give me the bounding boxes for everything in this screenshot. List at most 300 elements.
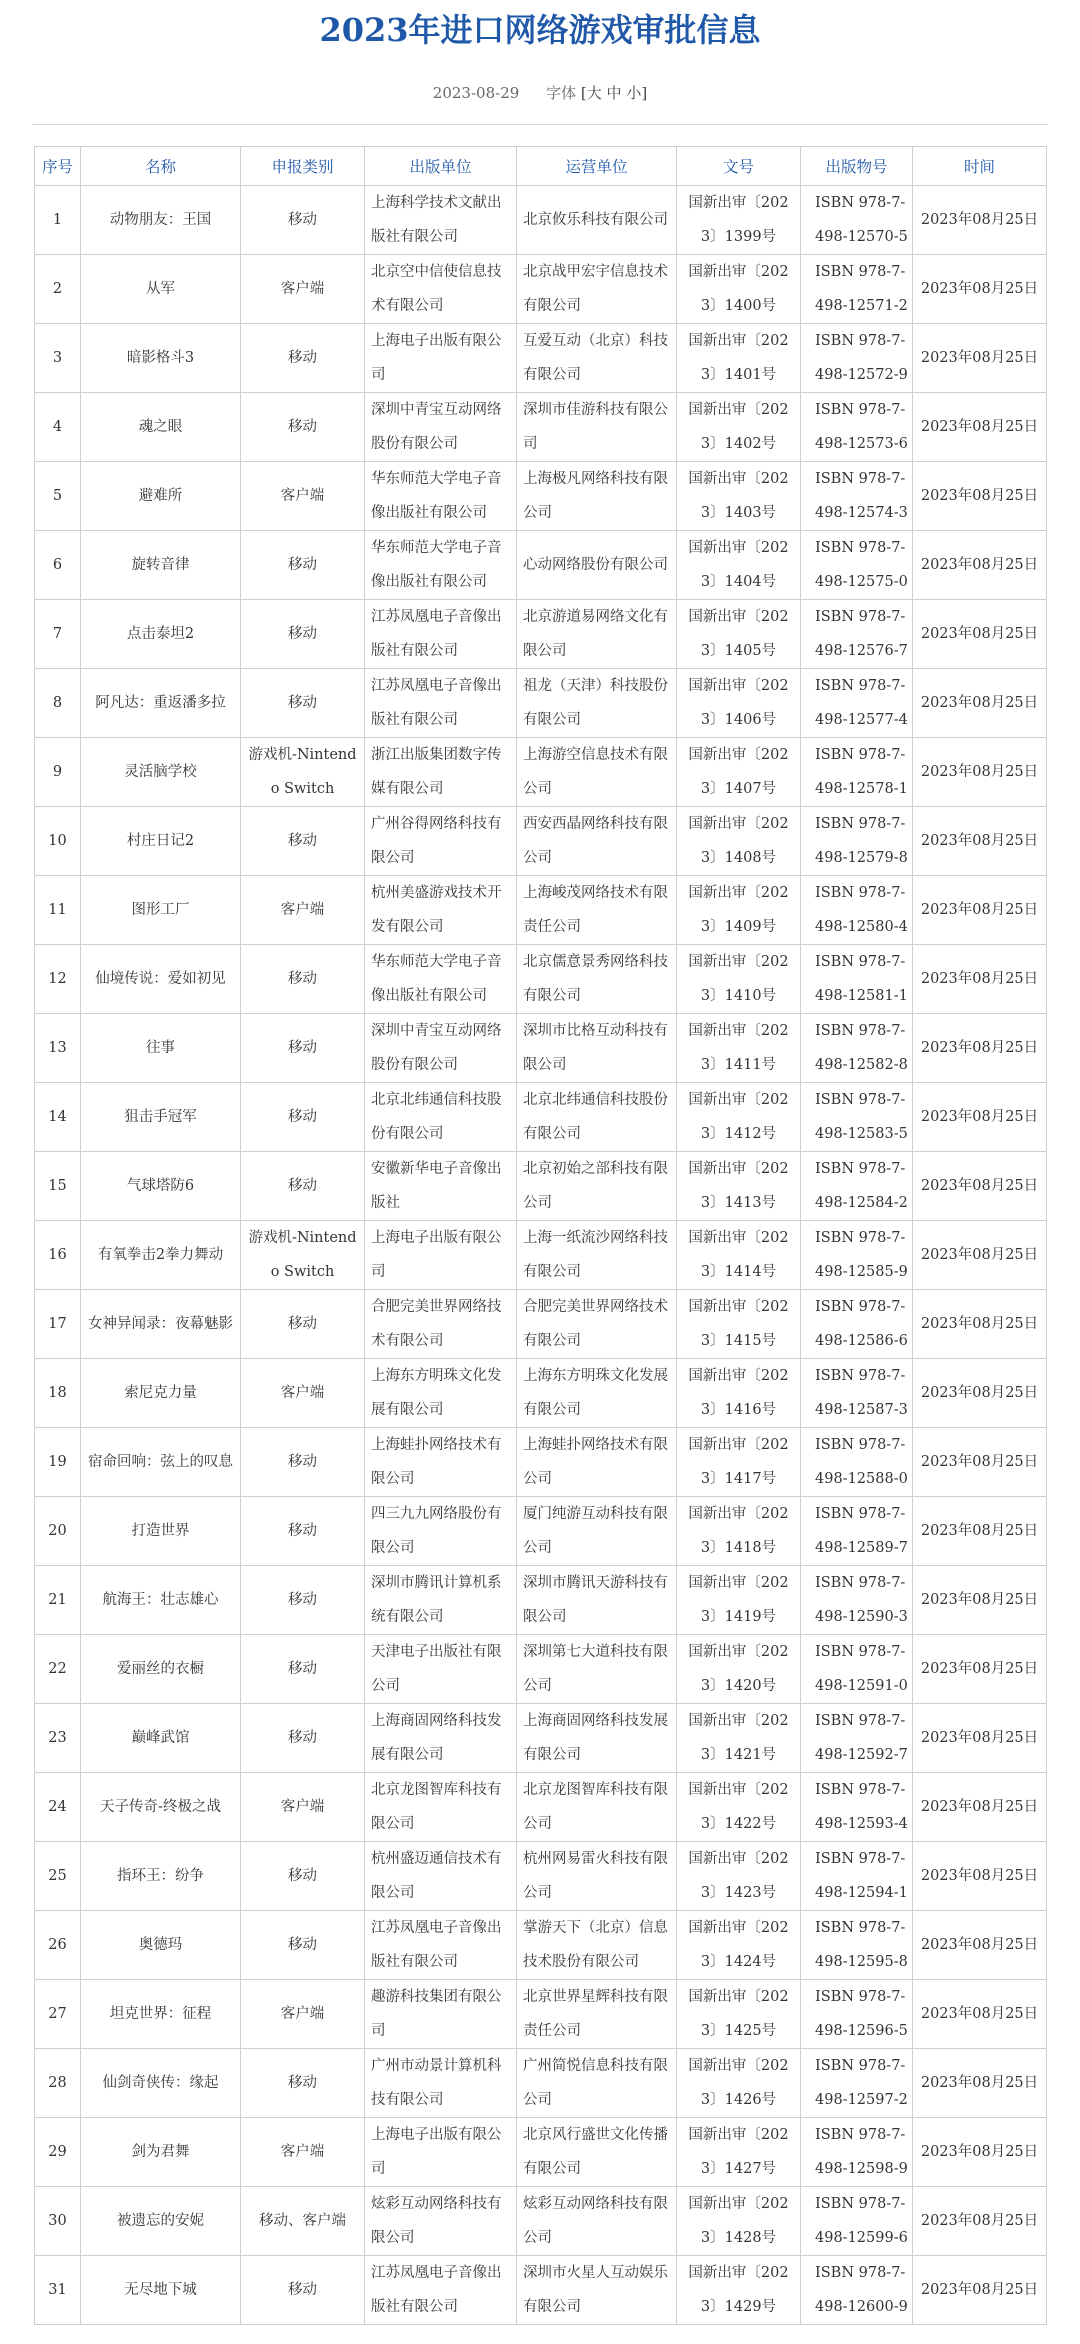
cell-approval-no: 国新出审〔2023〕1407号 — [677, 738, 801, 807]
cell-name: 有氧拳击2拳力舞动 — [81, 1221, 241, 1290]
table-row — [35, 1359, 1047, 1428]
cell-date: 2023年08月25日 — [913, 1773, 1047, 1842]
cell-category: 客户端 — [241, 1359, 365, 1428]
cell-publisher: 北京空中信使信息技术有限公司 — [365, 255, 517, 324]
cell-operator: 上海峻茂网络技术有限责任公司 — [517, 876, 677, 945]
cell-publisher: 上海蛙扑网络技术有限公司 — [365, 1428, 517, 1497]
cell-name: 爱丽丝的衣橱 — [81, 1635, 241, 1704]
table-row — [35, 669, 1047, 738]
cell-category: 移动 — [241, 1497, 365, 1566]
table-row — [35, 1290, 1047, 1359]
cell-approval-no: 国新出审〔2023〕1429号 — [677, 2256, 801, 2325]
table-row — [35, 531, 1047, 600]
cell-index: 19 — [35, 1428, 81, 1497]
table-row — [35, 1428, 1047, 1497]
cell-date: 2023年08月25日 — [913, 393, 1047, 462]
cell-isbn: ISBN 978-7-498-12580-4 — [801, 876, 913, 945]
cell-approval-no: 国新出审〔2023〕1420号 — [677, 1635, 801, 1704]
cell-date: 2023年08月25日 — [913, 1911, 1047, 1980]
cell-name: 图形工厂 — [81, 876, 241, 945]
cell-publisher: 华东师范大学电子音像出版社有限公司 — [365, 462, 517, 531]
cell-date: 2023年08月25日 — [913, 600, 1047, 669]
cell-category: 移动 — [241, 1911, 365, 1980]
table-row — [35, 1980, 1047, 2049]
cell-publisher: 上海科学技术文献出版社有限公司 — [365, 186, 517, 255]
header-category: 申报类别 — [241, 147, 365, 186]
cell-name: 点击泰坦2 — [81, 600, 241, 669]
font-size-control — [581, 84, 647, 102]
table-row — [35, 1083, 1047, 1152]
cell-operator: 北京攸乐科技有限公司 — [517, 186, 677, 255]
cell-category: 移动 — [241, 393, 365, 462]
article-meta — [32, 62, 1048, 125]
cell-name: 打造世界 — [81, 1497, 241, 1566]
cell-date: 2023年08月25日 — [913, 1221, 1047, 1290]
cell-publisher: 四三九九网络股份有限公司 — [365, 1497, 517, 1566]
cell-date: 2023年08月25日 — [913, 1290, 1047, 1359]
cell-category: 客户端 — [241, 255, 365, 324]
cell-approval-no: 国新出审〔2023〕1410号 — [677, 945, 801, 1014]
cell-approval-no: 国新出审〔2023〕1406号 — [677, 669, 801, 738]
cell-name: 往事 — [81, 1014, 241, 1083]
cell-approval-no: 国新出审〔2023〕1412号 — [677, 1083, 801, 1152]
cell-operator: 北京龙图智库科技有限公司 — [517, 1773, 677, 1842]
cell-date: 2023年08月25日 — [913, 876, 1047, 945]
table-row — [35, 2049, 1047, 2118]
cell-operator: 上海极凡网络科技有限公司 — [517, 462, 677, 531]
cell-name: 仙境传说：爱如初见 — [81, 945, 241, 1014]
cell-date: 2023年08月25日 — [913, 324, 1047, 393]
cell-operator: 北京世界星辉科技有限责任公司 — [517, 1980, 677, 2049]
cell-date: 2023年08月25日 — [913, 2118, 1047, 2187]
cell-isbn: ISBN 978-7-498-12582-8 — [801, 1014, 913, 1083]
cell-index: 7 — [35, 600, 81, 669]
cell-publisher: 深圳中青宝互动网络股份有限公司 — [365, 1014, 517, 1083]
cell-isbn: ISBN 978-7-498-12589-7 — [801, 1497, 913, 1566]
table-row — [35, 1014, 1047, 1083]
cell-publisher: 上海电子出版有限公司 — [365, 324, 517, 393]
cell-category: 移动 — [241, 2256, 365, 2325]
cell-category: 移动 — [241, 1014, 365, 1083]
header-operator: 运营单位 — [517, 147, 677, 186]
cell-category: 移动 — [241, 600, 365, 669]
cell-index: 6 — [35, 531, 81, 600]
cell-index: 28 — [35, 2049, 81, 2118]
cell-isbn: ISBN 978-7-498-12576-7 — [801, 600, 913, 669]
cell-name: 无尽地下城 — [81, 2256, 241, 2325]
font-bracket-close: ] — [641, 84, 648, 102]
cell-publisher: 北京北纬通信科技股份有限公司 — [365, 1083, 517, 1152]
cell-isbn: ISBN 978-7-498-12578-1 — [801, 738, 913, 807]
table-row — [35, 255, 1047, 324]
cell-isbn: ISBN 978-7-498-12598-9 — [801, 2118, 913, 2187]
game-approval-table — [34, 146, 1047, 2325]
cell-date: 2023年08月25日 — [913, 807, 1047, 876]
cell-operator: 西安西晶网络科技有限公司 — [517, 807, 677, 876]
cell-operator: 北京战甲宏宇信息技术有限公司 — [517, 255, 677, 324]
cell-isbn: ISBN 978-7-498-12600-9 — [801, 2256, 913, 2325]
cell-index: 31 — [35, 2256, 81, 2325]
cell-date: 2023年08月25日 — [913, 531, 1047, 600]
cell-date: 2023年08月25日 — [913, 2049, 1047, 2118]
table-row — [35, 600, 1047, 669]
cell-publisher: 上海电子出版有限公司 — [365, 2118, 517, 2187]
cell-index: 15 — [35, 1152, 81, 1221]
header-index: 序号 — [35, 147, 81, 186]
cell-index: 24 — [35, 1773, 81, 1842]
cell-operator: 掌游天下（北京）信息技术股份有限公司 — [517, 1911, 677, 1980]
cell-category: 客户端 — [241, 2118, 365, 2187]
cell-operator: 上海东方明珠文化发展有限公司 — [517, 1359, 677, 1428]
cell-approval-no: 国新出审〔2023〕1426号 — [677, 2049, 801, 2118]
cell-category: 游戏机-Nintendo Switch — [241, 738, 365, 807]
cell-date: 2023年08月25日 — [913, 1497, 1047, 1566]
cell-category: 客户端 — [241, 1980, 365, 2049]
cell-operator: 深圳市火星人互动娱乐有限公司 — [517, 2256, 677, 2325]
header-name: 名称 — [81, 147, 241, 186]
cell-isbn: ISBN 978-7-498-12581-1 — [801, 945, 913, 1014]
cell-date: 2023年08月25日 — [913, 462, 1047, 531]
cell-approval-no: 国新出审〔2023〕1399号 — [677, 186, 801, 255]
cell-isbn: ISBN 978-7-498-12571-2 — [801, 255, 913, 324]
cell-date: 2023年08月25日 — [913, 1428, 1047, 1497]
cell-name: 天子传奇-终极之战 — [81, 1773, 241, 1842]
cell-date: 2023年08月25日 — [913, 669, 1047, 738]
cell-publisher: 炫彩互动网络科技有限公司 — [365, 2187, 517, 2256]
publish-date: 2023-08-29 — [432, 84, 520, 102]
font-small-button[interactable]: 小 — [626, 84, 642, 102]
cell-name: 航海王：壮志雄心 — [81, 1566, 241, 1635]
cell-category: 移动 — [241, 807, 365, 876]
cell-index: 12 — [35, 945, 81, 1014]
cell-isbn: ISBN 978-7-498-12595-8 — [801, 1911, 913, 1980]
cell-index: 2 — [35, 255, 81, 324]
cell-isbn: ISBN 978-7-498-12583-5 — [801, 1083, 913, 1152]
cell-isbn: ISBN 978-7-498-12591-0 — [801, 1635, 913, 1704]
table-row — [35, 1152, 1047, 1221]
cell-approval-no: 国新出审〔2023〕1428号 — [677, 2187, 801, 2256]
cell-category: 移动 — [241, 1635, 365, 1704]
cell-date: 2023年08月25日 — [913, 2256, 1047, 2325]
cell-category: 移动 — [241, 1083, 365, 1152]
cell-approval-no: 国新出审〔2023〕1411号 — [677, 1014, 801, 1083]
cell-category: 移动 — [241, 324, 365, 393]
cell-approval-no: 国新出审〔2023〕1401号 — [677, 324, 801, 393]
cell-name: 宿命回响：弦上的叹息 — [81, 1428, 241, 1497]
cell-date: 2023年08月25日 — [913, 255, 1047, 324]
cell-isbn: ISBN 978-7-498-12590-3 — [801, 1566, 913, 1635]
cell-operator: 北京游道易网络文化有限公司 — [517, 600, 677, 669]
cell-name: 避难所 — [81, 462, 241, 531]
cell-publisher: 杭州盛迈通信技术有限公司 — [365, 1842, 517, 1911]
cell-isbn: ISBN 978-7-498-12579-8 — [801, 807, 913, 876]
cell-date: 2023年08月25日 — [913, 945, 1047, 1014]
cell-name: 巅峰武馆 — [81, 1704, 241, 1773]
cell-operator: 深圳市比格互动科技有限公司 — [517, 1014, 677, 1083]
cell-operator: 深圳市腾讯天游科技有限公司 — [517, 1566, 677, 1635]
cell-isbn: ISBN 978-7-498-12596-5 — [801, 1980, 913, 2049]
cell-publisher: 上海商固网络科技发展有限公司 — [365, 1704, 517, 1773]
cell-date: 2023年08月25日 — [913, 1980, 1047, 2049]
table-row — [35, 1635, 1047, 1704]
cell-isbn: ISBN 978-7-498-12575-0 — [801, 531, 913, 600]
cell-index: 13 — [35, 1014, 81, 1083]
cell-approval-no: 国新出审〔2023〕1413号 — [677, 1152, 801, 1221]
cell-name: 女神异闻录：夜幕魅影 — [81, 1290, 241, 1359]
cell-approval-no: 国新出审〔2023〕1409号 — [677, 876, 801, 945]
cell-approval-no: 国新出审〔2023〕1414号 — [677, 1221, 801, 1290]
cell-index: 4 — [35, 393, 81, 462]
table-row — [35, 1911, 1047, 1980]
cell-publisher: 深圳市腾讯计算机系统有限公司 — [365, 1566, 517, 1635]
cell-category: 移动 — [241, 186, 365, 255]
cell-isbn: ISBN 978-7-498-12573-6 — [801, 393, 913, 462]
table-row — [35, 2256, 1047, 2325]
table-row — [35, 186, 1047, 255]
cell-name: 仙剑奇侠传：缘起 — [81, 2049, 241, 2118]
cell-publisher: 上海电子出版有限公司 — [365, 1221, 517, 1290]
cell-operator: 上海蛙扑网络技术有限公司 — [517, 1428, 677, 1497]
cell-isbn: ISBN 978-7-498-12587-3 — [801, 1359, 913, 1428]
cell-name: 坦克世界：征程 — [81, 1980, 241, 2049]
cell-operator: 互爱互动（北京）科技有限公司 — [517, 324, 677, 393]
cell-date: 2023年08月25日 — [913, 1014, 1047, 1083]
cell-date: 2023年08月25日 — [913, 1704, 1047, 1773]
cell-operator: 北京初始之部科技有限公司 — [517, 1152, 677, 1221]
cell-isbn: ISBN 978-7-498-12572-9 — [801, 324, 913, 393]
cell-category: 客户端 — [241, 1773, 365, 1842]
cell-category: 游戏机-Nintendo Switch — [241, 1221, 365, 1290]
cell-category: 移动 — [241, 1704, 365, 1773]
cell-operator: 上海一纸流沙网络科技有限公司 — [517, 1221, 677, 1290]
font-size-label: 字体 — [546, 84, 577, 102]
header-date: 时间 — [913, 147, 1047, 186]
cell-publisher: 江苏凤凰电子音像出版社有限公司 — [365, 2256, 517, 2325]
cell-index: 17 — [35, 1290, 81, 1359]
cell-index: 16 — [35, 1221, 81, 1290]
cell-category: 客户端 — [241, 876, 365, 945]
cell-publisher: 安徽新华电子音像出版社 — [365, 1152, 517, 1221]
cell-isbn: ISBN 978-7-498-12593-4 — [801, 1773, 913, 1842]
cell-index: 5 — [35, 462, 81, 531]
table-header-row — [35, 147, 1047, 186]
cell-index: 26 — [35, 1911, 81, 1980]
cell-index: 27 — [35, 1980, 81, 2049]
table-row — [35, 1221, 1047, 1290]
cell-isbn: ISBN 978-7-498-12594-1 — [801, 1842, 913, 1911]
cell-approval-no: 国新出审〔2023〕1422号 — [677, 1773, 801, 1842]
cell-index: 21 — [35, 1566, 81, 1635]
cell-isbn: ISBN 978-7-498-12574-3 — [801, 462, 913, 531]
cell-approval-no: 国新出审〔2023〕1415号 — [677, 1290, 801, 1359]
table-row — [35, 462, 1047, 531]
table-body — [35, 186, 1047, 2325]
cell-date: 2023年08月25日 — [913, 1359, 1047, 1428]
cell-name: 村庄日记2 — [81, 807, 241, 876]
cell-approval-no: 国新出审〔2023〕1400号 — [677, 255, 801, 324]
cell-publisher: 趣游科技集团有限公司 — [365, 1980, 517, 2049]
cell-category: 移动 — [241, 945, 365, 1014]
cell-index: 1 — [35, 186, 81, 255]
cell-category: 移动 — [241, 1290, 365, 1359]
cell-publisher: 江苏凤凰电子音像出版社有限公司 — [365, 669, 517, 738]
cell-date: 2023年08月25日 — [913, 1083, 1047, 1152]
cell-operator: 上海游空信息技术有限公司 — [517, 738, 677, 807]
cell-category: 移动 — [241, 1842, 365, 1911]
cell-operator: 深圳第七大道科技有限公司 — [517, 1635, 677, 1704]
cell-isbn: ISBN 978-7-498-12592-7 — [801, 1704, 913, 1773]
cell-category: 移动 — [241, 2049, 365, 2118]
cell-publisher: 广州谷得网络科技有限公司 — [365, 807, 517, 876]
cell-operator: 上海商固网络科技发展有限公司 — [517, 1704, 677, 1773]
header-publisher: 出版单位 — [365, 147, 517, 186]
cell-approval-no: 国新出审〔2023〕1408号 — [677, 807, 801, 876]
cell-publisher: 上海东方明珠文化发展有限公司 — [365, 1359, 517, 1428]
cell-operator: 合肥完美世界网络技术有限公司 — [517, 1290, 677, 1359]
table-row — [35, 2118, 1047, 2187]
table-row — [35, 807, 1047, 876]
cell-name: 灵活脑学校 — [81, 738, 241, 807]
cell-name: 指环王：纷争 — [81, 1842, 241, 1911]
cell-publisher: 杭州美盛游戏技术开发有限公司 — [365, 876, 517, 945]
cell-operator: 北京儒意景秀网络科技有限公司 — [517, 945, 677, 1014]
cell-date: 2023年08月25日 — [913, 1842, 1047, 1911]
cell-publisher: 华东师范大学电子音像出版社有限公司 — [365, 945, 517, 1014]
table-row — [35, 738, 1047, 807]
font-bracket-open: [ — [580, 84, 587, 102]
cell-publisher: 合肥完美世界网络技术有限公司 — [365, 1290, 517, 1359]
cell-publisher: 江苏凤凰电子音像出版社有限公司 — [365, 600, 517, 669]
cell-approval-no: 国新出审〔2023〕1419号 — [677, 1566, 801, 1635]
cell-approval-no: 国新出审〔2023〕1417号 — [677, 1428, 801, 1497]
cell-date: 2023年08月25日 — [913, 186, 1047, 255]
font-large-button[interactable]: 大 — [586, 84, 602, 102]
cell-category: 移动 — [241, 1152, 365, 1221]
cell-isbn: ISBN 978-7-498-12588-0 — [801, 1428, 913, 1497]
cell-index: 30 — [35, 2187, 81, 2256]
table-row — [35, 945, 1047, 1014]
cell-approval-no: 国新出审〔2023〕1427号 — [677, 2118, 801, 2187]
cell-publisher: 江苏凤凰电子音像出版社有限公司 — [365, 1911, 517, 1980]
table-row — [35, 876, 1047, 945]
page-title: 2023年进口网络游戏审批信息 — [319, 11, 761, 49]
cell-isbn: ISBN 978-7-498-12584-2 — [801, 1152, 913, 1221]
header-approval-no: 文号 — [677, 147, 801, 186]
cell-operator: 北京北纬通信科技股份有限公司 — [517, 1083, 677, 1152]
cell-index: 23 — [35, 1704, 81, 1773]
cell-index: 8 — [35, 669, 81, 738]
cell-date: 2023年08月25日 — [913, 2187, 1047, 2256]
cell-approval-no: 国新出审〔2023〕1404号 — [677, 531, 801, 600]
cell-index: 22 — [35, 1635, 81, 1704]
cell-publisher: 深圳中青宝互动网络股份有限公司 — [365, 393, 517, 462]
cell-operator: 深圳市佳游科技有限公司 — [517, 393, 677, 462]
cell-approval-no: 国新出审〔2023〕1425号 — [677, 1980, 801, 2049]
cell-isbn: ISBN 978-7-498-12586-6 — [801, 1290, 913, 1359]
cell-publisher: 浙江出版集团数字传媒有限公司 — [365, 738, 517, 807]
cell-index: 14 — [35, 1083, 81, 1152]
table-row — [35, 1842, 1047, 1911]
cell-index: 18 — [35, 1359, 81, 1428]
cell-index: 25 — [35, 1842, 81, 1911]
table-row — [35, 1773, 1047, 1842]
cell-name: 旋转音律 — [81, 531, 241, 600]
cell-index: 20 — [35, 1497, 81, 1566]
table-row — [35, 393, 1047, 462]
table-row — [35, 2187, 1047, 2256]
cell-publisher: 广州市动景计算机科技有限公司 — [365, 2049, 517, 2118]
cell-name: 狙击手冠军 — [81, 1083, 241, 1152]
cell-publisher: 天津电子出版社有限公司 — [365, 1635, 517, 1704]
cell-publisher: 北京龙图智库科技有限公司 — [365, 1773, 517, 1842]
cell-category: 客户端 — [241, 462, 365, 531]
cell-date: 2023年08月25日 — [913, 738, 1047, 807]
cell-date: 2023年08月25日 — [913, 1152, 1047, 1221]
cell-operator: 厦门纯游互动科技有限公司 — [517, 1497, 677, 1566]
cell-name: 从军 — [81, 255, 241, 324]
cell-name: 暗影格斗3 — [81, 324, 241, 393]
table-row — [35, 1704, 1047, 1773]
cell-approval-no: 国新出审〔2023〕1403号 — [677, 462, 801, 531]
cell-isbn: ISBN 978-7-498-12585-9 — [801, 1221, 913, 1290]
cell-name: 被遗忘的安妮 — [81, 2187, 241, 2256]
table-row — [35, 1566, 1047, 1635]
cell-category: 移动 — [241, 531, 365, 600]
cell-name: 气球塔防6 — [81, 1152, 241, 1221]
cell-isbn: ISBN 978-7-498-12577-4 — [801, 669, 913, 738]
cell-category: 移动 — [241, 1428, 365, 1497]
cell-name: 魂之眼 — [81, 393, 241, 462]
cell-isbn: ISBN 978-7-498-12599-6 — [801, 2187, 913, 2256]
font-medium-button[interactable]: 中 — [606, 84, 622, 102]
cell-index: 11 — [35, 876, 81, 945]
cell-index: 29 — [35, 2118, 81, 2187]
cell-operator: 炫彩互动网络科技有限公司 — [517, 2187, 677, 2256]
cell-approval-no: 国新出审〔2023〕1423号 — [677, 1842, 801, 1911]
cell-approval-no: 国新出审〔2023〕1424号 — [677, 1911, 801, 1980]
cell-index: 9 — [35, 738, 81, 807]
cell-operator: 北京风行盛世文化传播有限公司 — [517, 2118, 677, 2187]
header-isbn: 出版物号 — [801, 147, 913, 186]
cell-isbn: ISBN 978-7-498-12570-5 — [801, 186, 913, 255]
cell-operator: 广州简悦信息科技有限公司 — [517, 2049, 677, 2118]
cell-index: 3 — [35, 324, 81, 393]
cell-category: 移动 — [241, 1566, 365, 1635]
cell-operator: 祖龙（天津）科技股份有限公司 — [517, 669, 677, 738]
cell-approval-no: 国新出审〔2023〕1402号 — [677, 393, 801, 462]
cell-approval-no: 国新出审〔2023〕1421号 — [677, 1704, 801, 1773]
cell-category: 移动、客户端 — [241, 2187, 365, 2256]
cell-approval-no: 国新出审〔2023〕1418号 — [677, 1497, 801, 1566]
cell-date: 2023年08月25日 — [913, 1566, 1047, 1635]
cell-index: 10 — [35, 807, 81, 876]
cell-operator: 心动网络股份有限公司 — [517, 531, 677, 600]
cell-name: 索尼克力量 — [81, 1359, 241, 1428]
cell-date: 2023年08月25日 — [913, 1635, 1047, 1704]
table-row — [35, 1497, 1047, 1566]
table-row — [35, 324, 1047, 393]
cell-approval-no: 国新出审〔2023〕1405号 — [677, 600, 801, 669]
cell-name: 剑为君舞 — [81, 2118, 241, 2187]
cell-approval-no: 国新出审〔2023〕1416号 — [677, 1359, 801, 1428]
cell-name: 动物朋友：王国 — [81, 186, 241, 255]
cell-isbn: ISBN 978-7-498-12597-2 — [801, 2049, 913, 2118]
cell-name: 阿凡达：重返潘多拉 — [81, 669, 241, 738]
cell-name: 奥德玛 — [81, 1911, 241, 1980]
cell-operator: 杭州网易雷火科技有限公司 — [517, 1842, 677, 1911]
cell-publisher: 华东师范大学电子音像出版社有限公司 — [365, 531, 517, 600]
cell-category: 移动 — [241, 669, 365, 738]
